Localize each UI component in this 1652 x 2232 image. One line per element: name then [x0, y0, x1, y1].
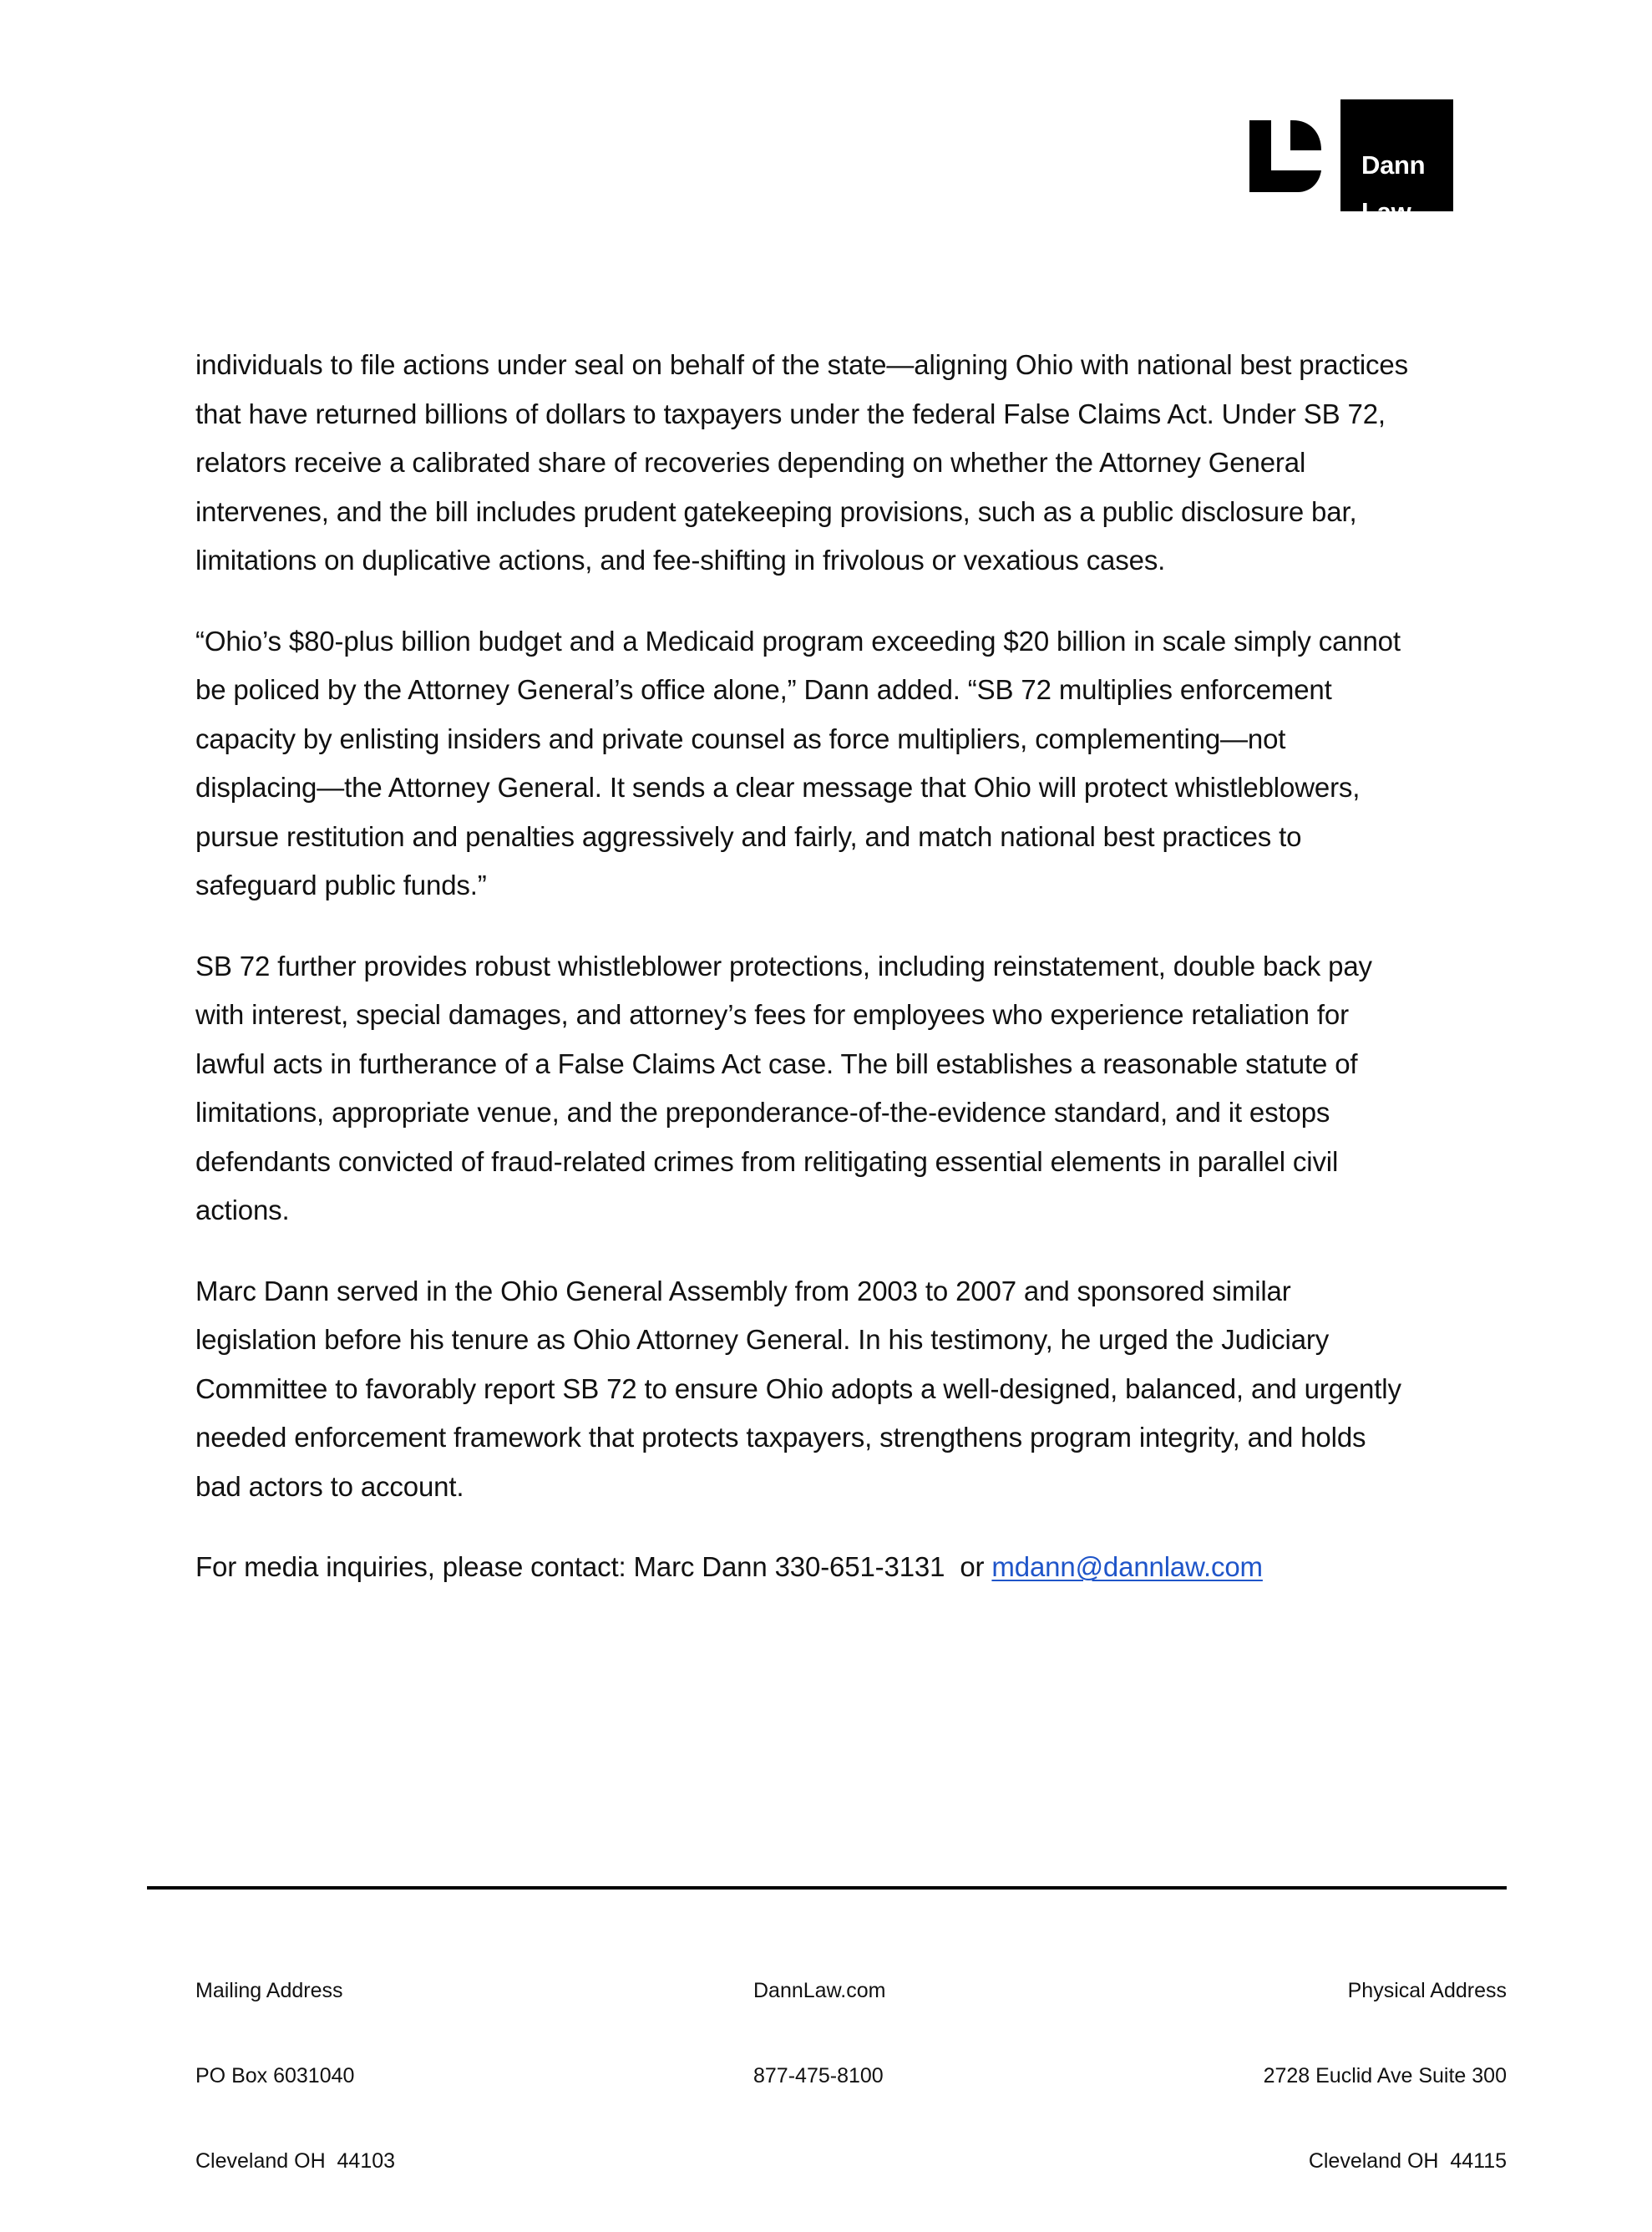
- media-contact-text: For media inquiries, please contact: Marc Dann 330-651-3131 or: [195, 1551, 992, 1582]
- text-line: intervenes, and the bill includes prudent gatekeeping provisions, such as a public disclosure bar,: [195, 495, 1357, 527]
- text-line: pursue restitution and penalties aggressively and fairly, and match national best practices to: [195, 820, 1302, 852]
- text-line: capacity by enlisting insiders and private counsel as force multipliers, complementing—not: [195, 723, 1286, 754]
- dann-law-logo: [1249, 99, 1455, 226]
- dann-law-d-mark-icon: [1249, 120, 1321, 192]
- email-link[interactable]: mdann@dannlaw.com: [991, 1551, 1263, 1582]
- logo-word-dann: Dann: [1361, 150, 1426, 180]
- text-line: actions.: [195, 1195, 290, 1225]
- text-line: “Ohio’s $80-plus billion budget and a Medicaid program exceeding $20 billion in scale simply cannot: [195, 625, 1401, 657]
- mailing-address-line2: Cleveland OH 44103: [195, 2149, 396, 2173]
- text-line: with interest, special damages, and attorney’s fees for employees who experience retaliation for: [195, 999, 1349, 1030]
- text-line: legislation before his tenure as Ohio Attorney General. In his testimony, he urged the Judiciary: [195, 1324, 1330, 1355]
- mailing-address-title: Mailing Address: [195, 1979, 343, 2002]
- text-line: limitations on duplicative actions, and fee-shifting in frivolous or vexatious cases.: [195, 545, 1166, 576]
- text-line: bad actors to account.: [195, 1470, 464, 1502]
- paragraph-false-claims-act-overview: [195, 341, 1515, 586]
- mailing-address-line1: PO Box 6031040: [195, 2064, 355, 2087]
- text-line: lawful acts in furtherance of a False Claims Act case. The bill establishes a reasonable statute of: [195, 1048, 1358, 1079]
- paragraph-whistleblower-protections: [195, 942, 1515, 1235]
- physical-address-title: Physical Address: [1347, 1979, 1507, 2002]
- text-line: that have returned billions of dollars to taxpayers under the federal False Claims Act. Under SB 72,: [195, 398, 1386, 429]
- text-line: Marc Dann served in the Ohio General Assembly from 2003 to 2007 and sponsored similar: [195, 1275, 1291, 1306]
- text-line: be policed by the Attorney General’s office alone,” Dann added. “SB 72 multiplies enforcement: [195, 674, 1332, 705]
- text-line: displacing—the Attorney General. It sends a clear message that Ohio will protect whistleblowers,: [195, 772, 1361, 803]
- text-line: limitations, appropriate venue, and the preponderance-of-the-evidence standard, and it estops: [195, 1097, 1330, 1128]
- physical-address-line2: Cleveland OH 44115: [1308, 2149, 1507, 2173]
- website-text: DannLaw.com: [753, 1979, 886, 2002]
- text-line: relators receive a calibrated share of recoveries depending on whether the Attorney General: [195, 447, 1306, 478]
- paragraph-marc-dann-background: [195, 1267, 1515, 1512]
- text-line: needed enforcement framework that protects taxpayers, strengthens program integrity, and holds: [195, 1422, 1366, 1453]
- media-contact-line: [195, 1543, 1515, 1592]
- phone-text: 877-475-8100: [753, 2064, 884, 2087]
- text-line: SB 72 further provides robust whistleblower protections, including reinstatement, double back pay: [195, 950, 1372, 982]
- text-line: Committee to favorably report SB 72 to ensure Ohio adopts a well-designed, balanced, and urgently: [195, 1372, 1401, 1404]
- physical-address-block: [1264, 1920, 1507, 2232]
- press-release-body: [195, 341, 1515, 1624]
- text-line: defendants convicted of fraud-related crimes from relitigating essential elements in parallel civil: [195, 1145, 1339, 1177]
- text-line: individuals to file actions under seal on behalf of the state—aligning Ohio with national best practices: [195, 349, 1408, 380]
- logo-word-law: Law: [1361, 197, 1411, 226]
- physical-address-line1: 2728 Euclid Ave Suite 300: [1263, 2064, 1507, 2087]
- footer-divider: [147, 1886, 1507, 1890]
- mailing-address-block: [195, 1920, 395, 2232]
- text-line: safeguard public funds.”: [195, 870, 487, 900]
- dann-law-wordmark-box: [1340, 99, 1453, 226]
- website-phone-block: [753, 1920, 885, 2147]
- paragraph-dann-quote: [195, 617, 1515, 911]
